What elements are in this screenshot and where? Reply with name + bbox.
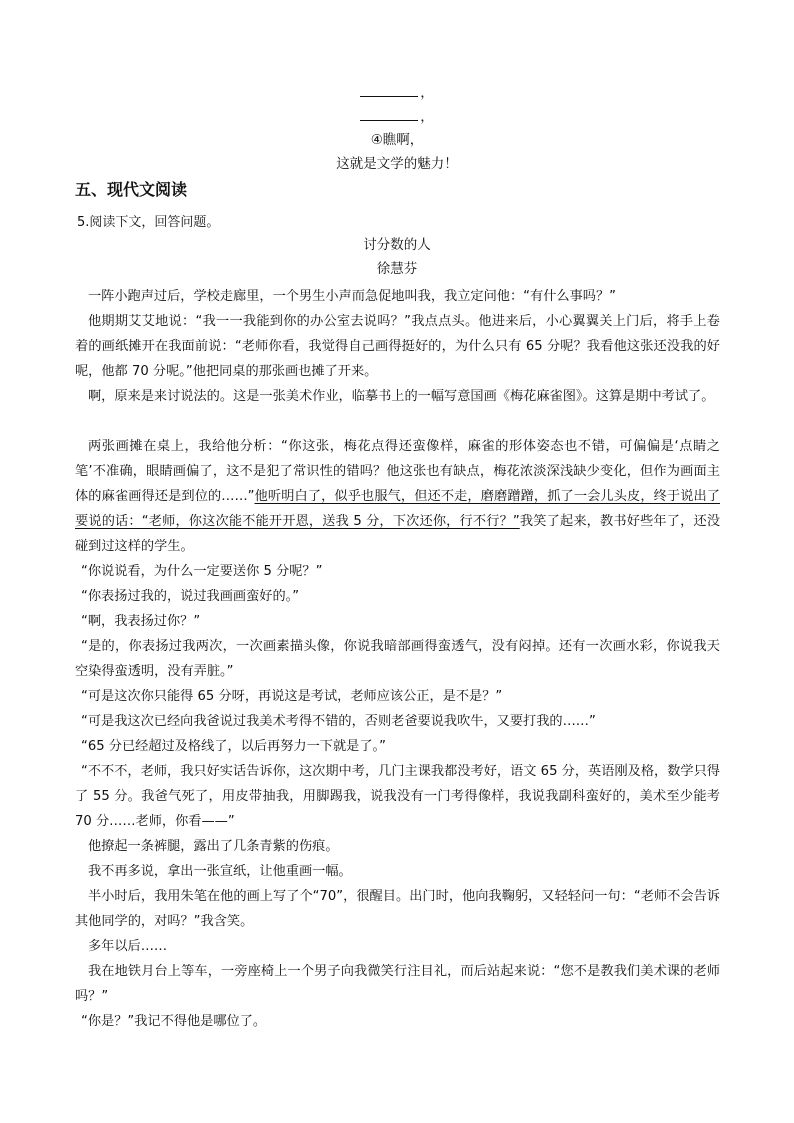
article-author: 徐慧芬 [376, 261, 418, 277]
paragraph-5: “你说说看，为什么一定要送你 5 分呢？” [81, 564, 323, 579]
underlined-sentence: 他听明白了，似乎也服气，但还不走，磨磨蹭蹭，抓了一会儿头皮，终于说出了要说的话：“老师，你这次能不能开开恩，送我 5 分，下次还你，行不行？” [75, 489, 720, 529]
paragraph-16: 多年以后…… [88, 939, 168, 954]
paragraph-1: 一阵小跑声过后，学校走廊里，一个男生小声而急促地叫我，我立定问他：“有什么事吗？” [88, 289, 616, 304]
article-title: 讨分数的人 [363, 237, 431, 253]
paragraph-7: “啊，我表扬过你？” [81, 614, 201, 629]
poem-blank-line-2: ， [0, 108, 794, 126]
paragraph-8: “是的，你表扬过我两次，一次画素描头像，你说我暗部画得蛮透气，没有闷掉。还有一次画水彩，你说我天空染得蛮透明，没有弄脏。” [75, 639, 720, 679]
paragraph-17: 我在地铁月台上等车，一旁座椅上一个男子向我微笑行注目礼，而后站起来说：“您不是教我们美术课的老师吗？” [75, 964, 720, 1004]
poem-blank-line-1: ， [0, 84, 794, 102]
section-heading: 五、现代文阅读 [75, 180, 188, 199]
paragraph-6: “你表扬过我的，说过我画画蛮好的。” [81, 589, 300, 604]
paragraph-10: “可是我这次已经向我爸说过我美术考得不错的，否则老爸要说我吹牛，又要打我的……” [81, 714, 596, 729]
answer-blank[interactable] [360, 84, 418, 97]
paragraph-18: “你是？”我记不得他是哪位了。 [81, 1014, 267, 1029]
paragraph-3: 啊，原来是来讨说法的。这是一张美术作业，临摹书上的一幅写意国画《梅花麻雀图》。这算是期中考试了。 [88, 389, 715, 404]
question-intro: 5.阅读下文，回答问题。 [77, 215, 220, 230]
answer-blank[interactable] [360, 108, 418, 121]
poem-line-4: 这就是文学的魅力！ [336, 156, 458, 172]
paragraph-14: 我不再多说，拿出一张宣纸，让他重画一幅。 [88, 864, 352, 879]
paragraph-15: 半小时后，我用朱笔在他的画上写了个“70”，很醒目。出门时，他向我鞠躬，又轻轻问一句：“老师不会告诉其他同学的，对吗？”我含笑。 [75, 889, 720, 929]
poem-line-3: ④瞧啊， [370, 132, 424, 148]
paragraph-12: “不不不，老师，我只好实话告诉你，这次期中考，几门主课我都没考好，语文 65 分，英语刚及格，数学只得了 55 分。我爸气死了，用皮带抽我，用脚踢我，说我没有一门考得像样，我说我副科蛮好的，美术至少能考 70 分……老师，你看——” [75, 764, 720, 829]
paragraph-2: 他期期艾艾地说：“我一一我能到你的办公室去说吗？”我点点头。他进来后，小心翼翼关上门后，将手上卷着的画纸摊开在我面前说：“老师你看，我觉得自己画得挺好的，为什么只有 65 分呢？我看他这张还没我的好呢，他都 70 分呢。”他把同桌的那张画也摊了开来。 [75, 314, 720, 379]
paragraph-11: “65 分已经超过及格线了，以后再努力一下就是了。” [81, 739, 386, 754]
paragraph-13: 他撩起一条裤腿，露出了几条青紫的伤痕。 [88, 839, 339, 854]
paragraph-9: “可是这次你只能得 65 分呀，再说这是考试，老师应该公正，是不是？” [81, 689, 503, 704]
paragraph-4: 两张画摊在桌上，我给他分析：“你这张，梅花点得还蛮像样，麻雀的形体姿态也不错，可偏偏是‘点睛之笔’不准确，眼睛画偏了，这不是犯了常识性的错吗？他这张也有缺点，梅花浓淡深浅缺少变化，但作为画面主体的麻雀画得还是到位的……”他听明白了，似乎也服气，但还不走，磨磨蹭蹭，抓了一会儿头皮，终于说出了要说的话：“老师，你这次能不能开开恩，送我 5 分，下次还你，行不行？”我笑了起来，教书好些年了，还没碰到过这样的学生。 [75, 439, 721, 554]
